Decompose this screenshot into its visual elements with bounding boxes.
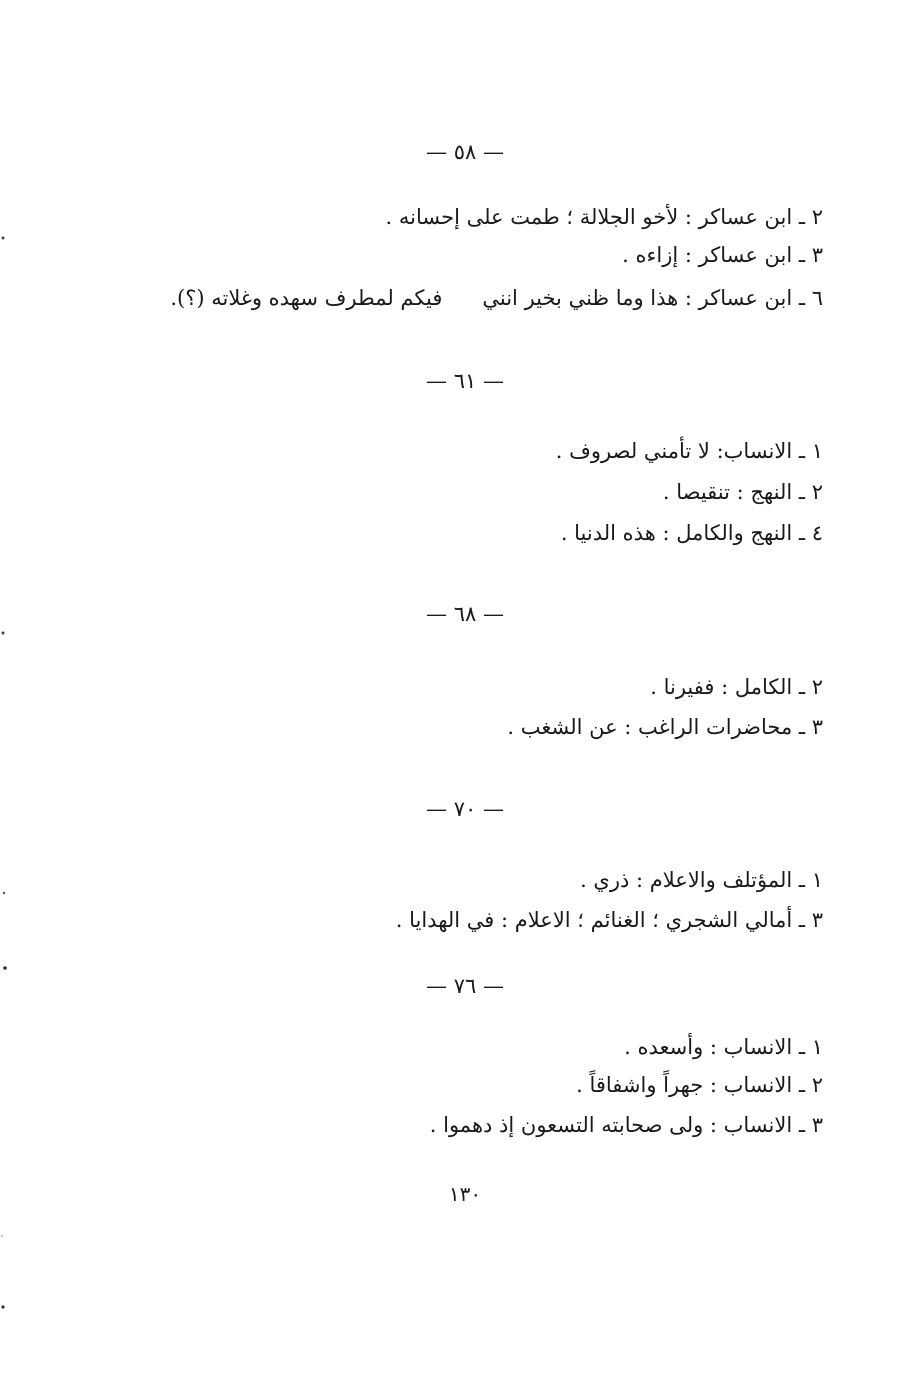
section-heading-68: — ٦٨ — xyxy=(426,602,504,626)
section-heading-58: — ٥٨ — xyxy=(426,140,504,164)
note-line: ٢ ـ الانساب : جهراً واشفاقاً . xyxy=(576,1073,823,1097)
note-line: ٣ ـ أمالي الشجري ؛ الغنائم ؛ الاعلام : في الهدايا . xyxy=(395,908,823,932)
note-line: ٣ ـ الانساب : ولى صحابته التسعون إذ دهموا . xyxy=(429,1113,823,1137)
note-line: ٢ ـ الكامل : ففيرنا . xyxy=(650,675,823,699)
note-line: ٢ ـ ابن عساكر : لأخو الجلالة ؛ طمت على إحسانه . xyxy=(385,205,823,229)
note-line: ١ ـ المؤتلف والاعلام : ذري . xyxy=(580,868,823,892)
note-line: ٣ ـ ابن عساكر : إزاءه . xyxy=(622,243,823,267)
section-heading-61: — ٦١ — xyxy=(426,369,504,393)
note-line: ٤ ـ النهج والكامل : هذه الدنيا . xyxy=(560,521,823,545)
verse-first-hemistich: ٦ ـ ابن عساكر : هذا وما ظني بخير انني xyxy=(482,286,823,310)
note-line: ١ ـ الانساب: لا تأمني لصروف . xyxy=(555,439,823,463)
page-number: ١٣٠ xyxy=(448,1182,482,1206)
section-heading-70: — ٧٠ — xyxy=(426,797,504,821)
note-line-verse xyxy=(170,284,823,312)
verse-second-hemistich: فيكم لمطرف سهده وغلاته (؟). xyxy=(170,286,443,310)
note-line: ٣ ـ محاضرات الراغب : عن الشغب . xyxy=(507,715,823,739)
section-heading-76: — ٧٦ — xyxy=(426,974,504,998)
note-line: ١ ـ الانساب : وأسعده . xyxy=(624,1035,823,1059)
note-line: ٢ ـ النهج : تنقيصا . xyxy=(662,480,823,504)
